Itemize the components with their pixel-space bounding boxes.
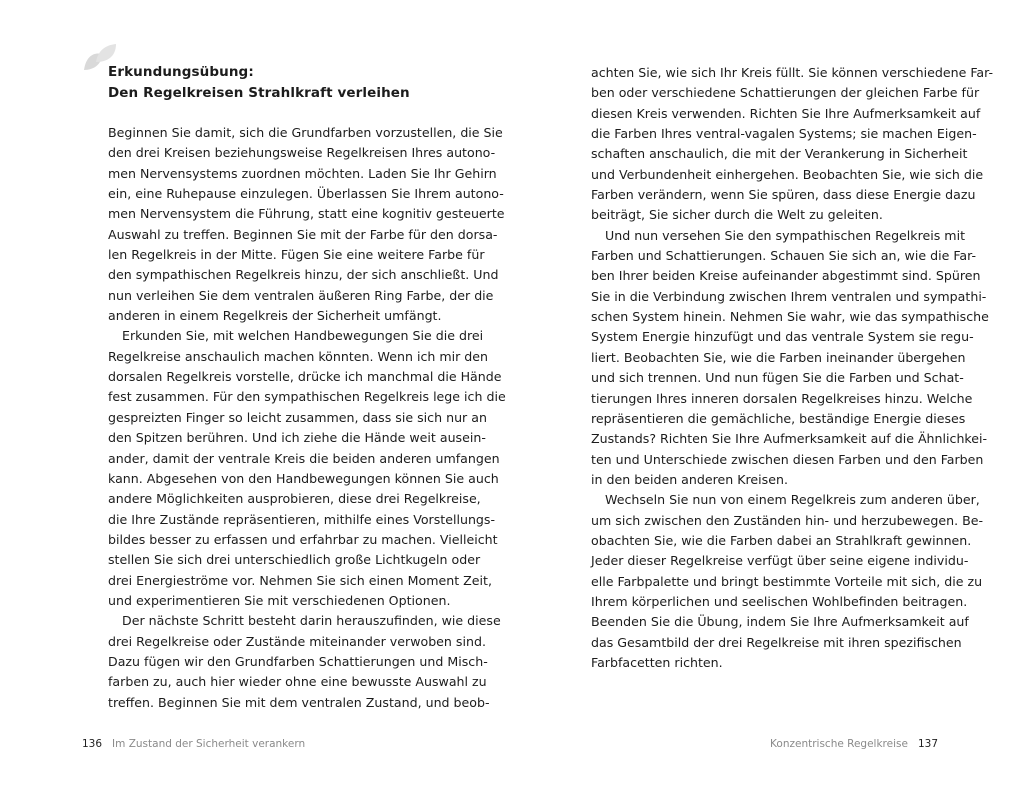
text-line: kann. Abgesehen von den Handbewegungen können Sie auch <box>108 470 499 486</box>
text-line: farben zu, auch hier wieder ohne eine bewusste Auswahl zu <box>108 674 487 690</box>
text-line: drei Regelkreise oder Zustände miteinander verwoben sind. <box>108 633 486 649</box>
text-line: tierungen Ihres inneren dorsalen Regelkreises hinzu. Welche <box>591 390 973 406</box>
exercise-heading-line-2: Den Regelkreisen Strahlkraft verleihen <box>108 85 410 101</box>
text-line: achten Sie, wie sich Ihr Kreis füllt. Sie können verschiedene Far- <box>591 65 994 80</box>
text-line: beiträgt, Sie sicher durch die Welt zu geleiten. <box>591 207 883 223</box>
text-line: schen System hinein. Nehmen Sie wahr, wie das sympathische <box>591 309 989 325</box>
exercise-heading <box>108 62 458 104</box>
page-number-left: 136 <box>82 738 103 750</box>
text-line: Regelkreise anschaulich machen könnten. Wenn ich mir den <box>108 348 489 364</box>
exercise-heading-line-1: Erkundungsübung: <box>108 64 254 80</box>
right-body-text <box>591 63 994 673</box>
text-line: und Verbundenheit einhergehen. Beobachten Sie, wie sich die <box>591 166 984 182</box>
text-line: Beenden Sie die Übung, indem Sie Ihre Aufmerksamkeit auf <box>591 614 969 630</box>
text-line: Der nächste Schritt besteht darin herauszufinden, wie diese <box>122 613 501 629</box>
text-line: drei Energieströme vor. Nehmen Sie sich einen Moment Zeit, <box>108 572 492 588</box>
text-line: und sich trennen. Und nun fügen Sie die Farben und Schat- <box>591 370 964 386</box>
text-line: Zustands? Richten Sie Ihre Aufmerksamkeit auf die Ähnlichkei- <box>591 431 988 447</box>
text-line: in den beiden anderen Kreisen. <box>591 471 788 487</box>
text-line: bildes besser zu erfassen und erfahrbar zu machen. Vielleicht <box>108 531 498 547</box>
text-line: nun verleihen Sie dem ventralen äußeren Ring Farbe, der die <box>108 287 494 303</box>
text-line: andere Möglichkeiten ausprobieren, diese drei Regelkreise, <box>108 491 481 507</box>
text-line: treffen. Beginnen Sie mit dem ventralen Zustand, und beob- <box>108 694 490 710</box>
text-line: schaften anschaulich, die mit der Verankerung in Sicherheit <box>591 146 968 162</box>
text-line: men Nervensystem die Führung, statt eine kognitiv gesteuerte <box>108 206 505 222</box>
text-line: System Energie hinzufügt und das ventrale System sie regu- <box>591 329 974 345</box>
text-line: men Nervensystems zuordnen möchten. Laden Sie Ihr Gehirn <box>108 165 497 181</box>
text-line: elle Farbpalette und bringt bestimmte Vorteile mit sich, die zu <box>591 573 983 589</box>
text-line: den drei Kreisen beziehungsweise Regelkreisen Ihres autono- <box>108 145 496 161</box>
text-line: Farbfacetten richten. <box>591 654 723 670</box>
text-line: Wechseln Sie nun von einem Regelkreis zum anderen über, <box>605 492 980 508</box>
running-head-right: Konzentrische Regelkreise <box>770 738 908 750</box>
text-line: das Gesamtbild der drei Regelkreise mit ihren spezifischen <box>591 634 962 650</box>
text-line: Auswahl zu treffen. Beginnen Sie mit der Farbe für den dorsa- <box>108 226 498 242</box>
text-line: Jeder dieser Regelkreise verfügt über seine eigene individu- <box>591 553 969 569</box>
text-line: ander, damit der ventrale Kreis die beiden anderen umfangen <box>108 450 500 466</box>
text-line: Dazu fügen wir den Grundfarben Schattierungen und Misch- <box>108 653 488 669</box>
text-line: um sich zwischen den Zuständen hin- und herzubewegen. Be- <box>591 512 984 528</box>
text-line: ein, eine Ruhepause einzulegen. Überlassen Sie Ihrem autono- <box>108 186 504 202</box>
left-body-text <box>108 123 506 713</box>
text-line: gespreizten Finger so leicht zusammen, dass sie sich nur an <box>108 409 487 425</box>
text-line: ben oder verschiedene Schattierungen der gleichen Farbe für <box>591 85 980 101</box>
text-line: den sympathischen Regelkreis hinzu, der sich anschließt. Und <box>108 267 499 283</box>
text-line: Sie in die Verbindung zwischen Ihrem ventralen und sympathi- <box>591 288 987 304</box>
paragraph <box>108 123 505 326</box>
text-line: die Farben Ihres ventral-vagalen Systems; sie machen Eigen- <box>591 126 977 142</box>
running-head-left: Im Zustand der Sicherheit verankern <box>112 738 306 750</box>
text-line: und experimentieren Sie mit verschiedenen Optionen. <box>108 592 451 608</box>
text-line: Und nun versehen Sie den sympathischen Regelkreis mit <box>605 227 966 243</box>
text-line: ben Ihrer beiden Kreise aufeinander abgestimmt sind. Spüren <box>591 268 981 284</box>
text-line: ten und Unterschiede zwischen diesen Farben und den Farben <box>591 451 984 467</box>
text-line: den Spitzen berühren. Und ich ziehe die Hände weit ausein- <box>108 430 486 446</box>
text-line: Erkunden Sie, mit welchen Handbewegungen Sie die drei <box>122 328 484 344</box>
text-line: stellen Sie sich drei unterschiedlich große Lichtkugeln oder <box>108 552 481 568</box>
text-line: Beginnen Sie damit, sich die Grundfarben vorzustellen, die Sie <box>108 125 503 140</box>
page-number-right: 137 <box>917 738 938 750</box>
text-line: Farben und Schattierungen. Schauen Sie sich an, wie die Far- <box>591 248 977 264</box>
paragraph <box>591 226 989 490</box>
text-line: anderen in einem Regelkreis der Sicherheit umfängt. <box>108 308 442 324</box>
text-line: fest zusammen. Für den sympathischen Regelkreis lege ich die <box>108 389 506 405</box>
right-page <box>510 0 1020 812</box>
right-folio <box>770 738 938 750</box>
text-line: Farben verändern, wenn Sie spüren, dass diese Energie dazu <box>591 187 976 203</box>
paragraph <box>591 63 994 226</box>
text-line: repräsentieren die gemächliche, beständige Energie dieses <box>591 410 966 426</box>
text-line: liert. Beobachten Sie, wie die Farben ineinander übergehen <box>591 349 966 365</box>
text-line: len Regelkreis in der Mitte. Fügen Sie eine weitere Farbe für <box>108 247 485 263</box>
paragraph <box>108 611 501 713</box>
text-line: die Ihre Zustände repräsentieren, mithilfe eines Vorstellungs- <box>108 511 496 527</box>
paragraph <box>108 326 506 611</box>
text-line: obachten Sie, wie die Farben dabei an Strahlkraft gewinnen. <box>591 532 972 548</box>
text-line: dorsalen Regelkreis vorstelle, drücke ich manchmal die Hände <box>108 369 502 385</box>
text-line: Ihrem körperlichen und seelischen Wohlbefinden beitragen. <box>591 593 968 609</box>
left-folio <box>82 738 305 750</box>
text-line: diesen Kreis verwenden. Richten Sie Ihre Aufmerksamkeit auf <box>591 105 981 121</box>
paragraph <box>591 490 984 673</box>
